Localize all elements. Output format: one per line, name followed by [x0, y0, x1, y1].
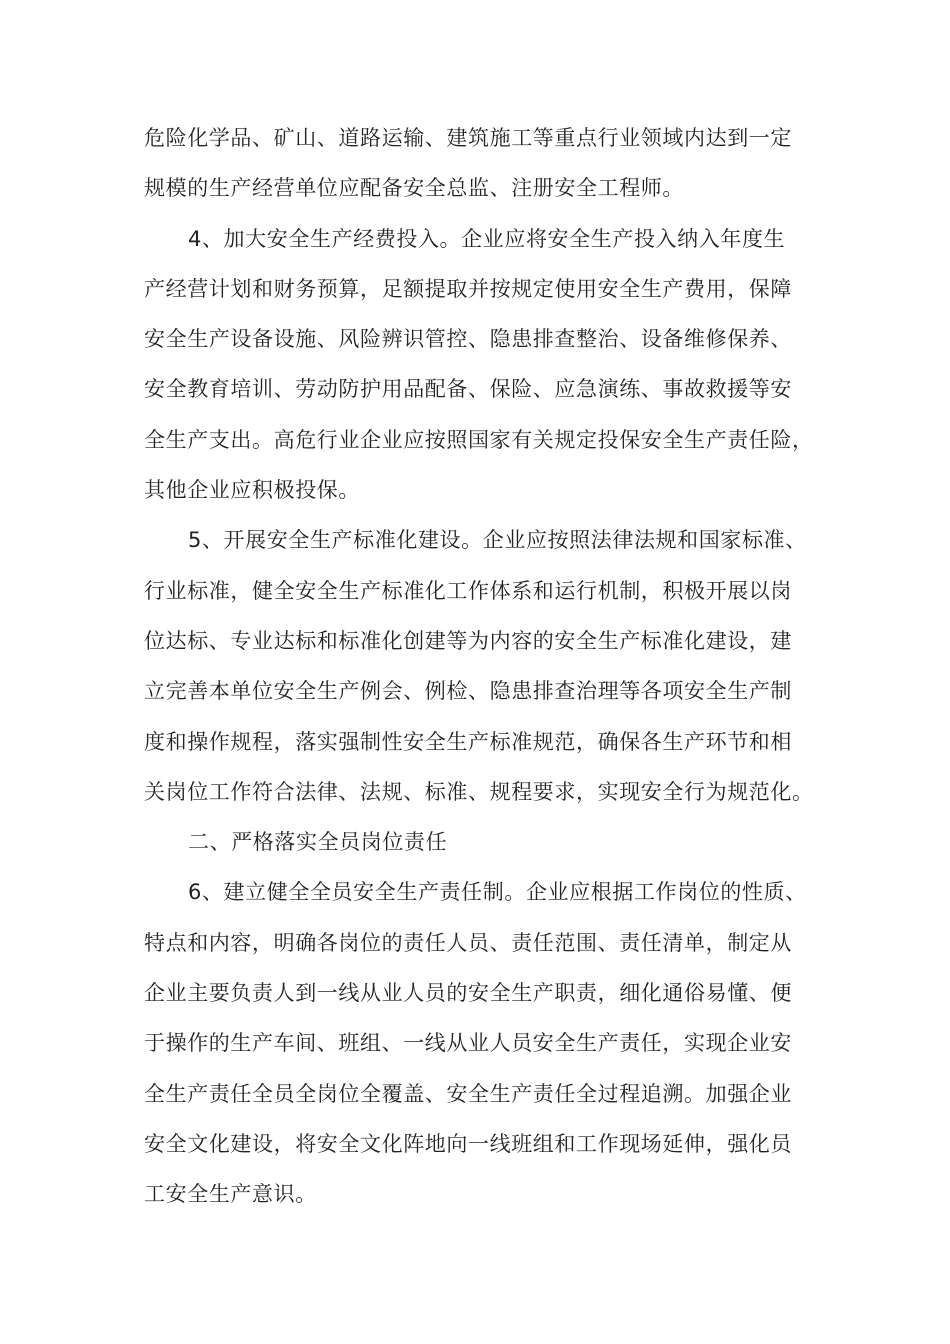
document-line: 危险化学品、矿山、道路运输、建筑施工等重点行业领域内达到一定 — [144, 126, 792, 150]
document-line: 产经营计划和财务预算，足额提取并按规定使用安全生产费用，保障 — [144, 276, 792, 301]
document-line: 位达标、专业达标和标准化创建等为内容的安全生产标准化建设，建 — [144, 628, 792, 653]
document-line: 特点和内容，明确各岗位的责任人员、责任范围、责任清单，制定从 — [144, 930, 792, 955]
document-line: 关岗位工作符合法律、法规、标准、规程要求，实现安全行为规范化。 — [144, 779, 814, 804]
document-line: 全生产支出。高危行业企业应按照国家有关规定投保安全生产责任险， — [144, 427, 814, 452]
document-body — [144, 113, 824, 1220]
document-line: 工安全生产意识。 — [144, 1182, 317, 1207]
document-line: 安全生产设备设施、风险辨识管控、隐患排查整治、设备维修保养、 — [144, 327, 792, 352]
document-line: 立完善本单位安全生产例会、例检、隐患排查治理等各项安全生产制 — [144, 679, 792, 704]
document-line: 安全文化建设，将安全文化阵地向一线班组和工作现场延伸，强化员 — [144, 1131, 792, 1156]
document-line: 5、开展安全生产标准化建设。企业应按照法律法规和国家标准、 — [188, 528, 807, 553]
document-line: 4、加大安全生产经费投入。企业应将安全生产投入纳入年度生 — [188, 226, 786, 251]
document-line: 6、建立健全全员安全生产责任制。企业应根据工作岗位的性质、 — [188, 880, 807, 905]
document-line: 安全教育培训、劳动防护用品配备、保险、应急演练、事故救援等安 — [144, 377, 792, 402]
document-line: 于操作的生产车间、班组、一线从业人员安全生产责任，实现企业安 — [144, 1031, 792, 1056]
document-line: 二、严格落实全员岗位责任 — [188, 830, 448, 855]
document-line: 企业主要负责人到一线从业人员的安全生产职责，细化通俗易懂、便 — [144, 981, 792, 1006]
document-line: 全生产责任全员全岗位全覆盖、安全生产责任全过程追溯。加强企业 — [144, 1081, 792, 1106]
document-line: 度和操作规程，落实强制性安全生产标准规范，确保各生产环节和相 — [144, 729, 792, 754]
document-line: 行业标准，健全安全生产标准化工作体系和运行机制，积极开展以岗 — [144, 578, 792, 603]
document-line: 其他企业应积极投保。 — [144, 478, 360, 503]
document-line: 规模的生产经营单位应配备安全总监、注册安全工程师。 — [144, 176, 684, 201]
